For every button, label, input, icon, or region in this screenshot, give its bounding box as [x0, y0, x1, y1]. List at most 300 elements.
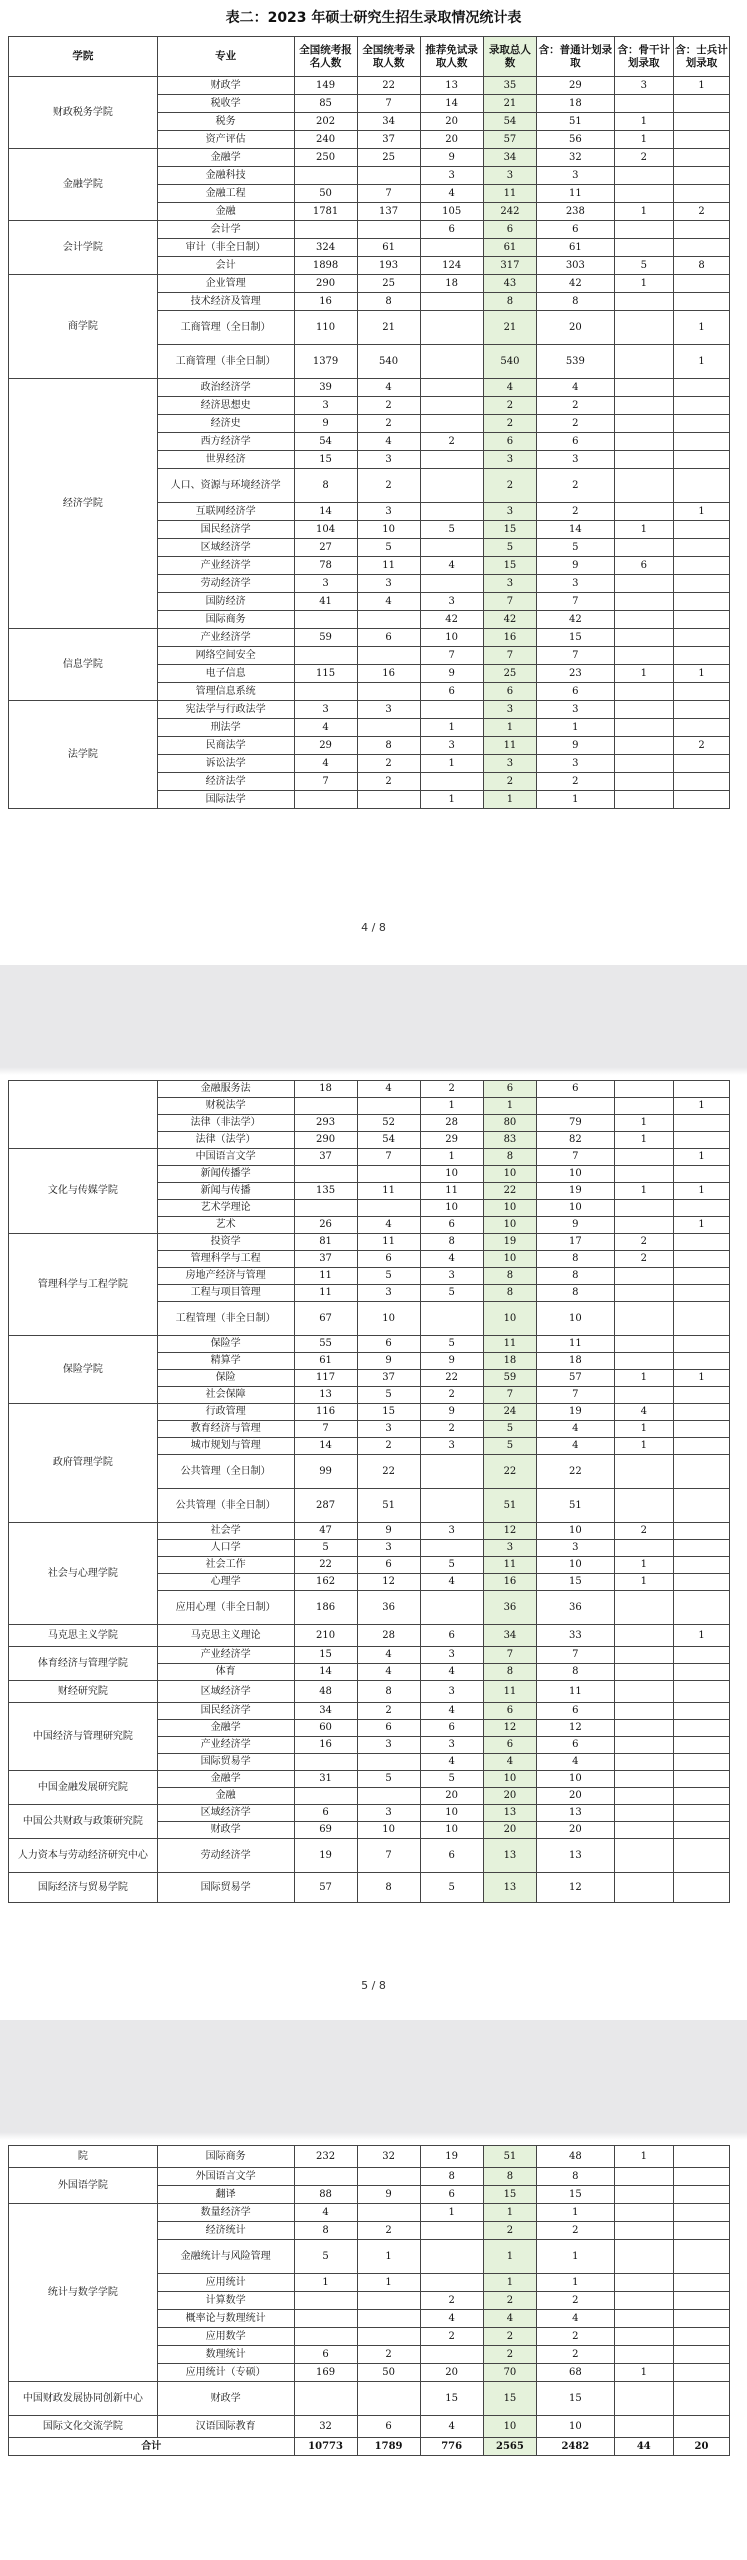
soldier-plan: [674, 1557, 730, 1574]
backbone-plan: [614, 1703, 673, 1720]
soldier-plan: [674, 433, 730, 451]
major-name: 应用心理（非全日制）: [157, 1591, 294, 1625]
exam-applicants: 8: [294, 469, 357, 503]
regular-plan: 9: [537, 1217, 614, 1234]
major-name: 产业经济学: [157, 557, 294, 575]
total-admitted: 24: [483, 1404, 537, 1421]
total-admitted: 10: [483, 1302, 537, 1336]
exempt-admitted: 19: [420, 2146, 483, 2168]
exam-admitted: 2: [357, 773, 420, 791]
exam-admitted: 3: [357, 503, 420, 521]
college-name: 马克思主义学院: [9, 1625, 158, 1647]
exam-admitted: 4: [357, 433, 420, 451]
exam-applicants: 13: [294, 1387, 357, 1404]
exam-admitted: 21: [357, 311, 420, 345]
exempt-admitted: 10: [420, 1805, 483, 1822]
regular-plan: 15: [537, 1574, 614, 1591]
backbone-plan: 1: [614, 131, 673, 149]
regular-plan: 7: [537, 1149, 614, 1166]
exam-applicants: 1898: [294, 257, 357, 275]
exempt-admitted: 20: [420, 1788, 483, 1805]
exempt-admitted: 18: [420, 275, 483, 293]
total-admitted: 59: [483, 1370, 537, 1387]
backbone-plan: [614, 1387, 673, 1404]
soldier-plan: [674, 791, 730, 809]
exam-applicants: 115: [294, 665, 357, 683]
backbone-plan: 1: [614, 1370, 673, 1387]
total-admitted: 1: [483, 2240, 537, 2274]
exempt-admitted: 3: [420, 1737, 483, 1754]
total-admitted: 6: [483, 1081, 537, 1098]
major-name: 房地产经济与管理: [157, 1268, 294, 1285]
backbone-plan: 4: [614, 1404, 673, 1421]
backbone-plan: 1: [614, 1421, 673, 1438]
exam-applicants: [294, 167, 357, 185]
total-label: 合计: [9, 2438, 295, 2456]
backbone-plan: [614, 737, 673, 755]
exam-applicants: 104: [294, 521, 357, 539]
exam-admitted: 11: [357, 557, 420, 575]
college-name: 统计与数学学院: [9, 2204, 158, 2382]
exempt-admitted: 10: [420, 1200, 483, 1217]
soldier-plan: [674, 469, 730, 503]
exempt-admitted: 3: [420, 737, 483, 755]
exam-admitted: 16: [357, 665, 420, 683]
exam-admitted: 6: [357, 2416, 420, 2438]
exam-applicants: 22: [294, 1557, 357, 1574]
college-name: 财经研究院: [9, 1681, 158, 1703]
exam-applicants: 9: [294, 415, 357, 433]
exempt-admitted: 6: [420, 1625, 483, 1647]
backbone-plan: [614, 1336, 673, 1353]
exam-admitted: 1: [357, 2240, 420, 2274]
exempt-admitted: 1: [420, 791, 483, 809]
major-name: 国防经济: [157, 593, 294, 611]
exempt-admitted: 4: [420, 2310, 483, 2328]
soldier-plan: [674, 1574, 730, 1591]
total-admitted: 42: [483, 611, 537, 629]
backbone-plan: [614, 469, 673, 503]
soldier-plan: [674, 1455, 730, 1489]
soldier-plan: 1: [674, 311, 730, 345]
table-row: [9, 2382, 730, 2416]
exempt-admitted: 10: [420, 1166, 483, 1183]
soldier-plan: [674, 1200, 730, 1217]
soldier-plan: [674, 167, 730, 185]
major-name: 翻译: [157, 2186, 294, 2204]
total-admitted: 36: [483, 1591, 537, 1625]
exempt-admitted: [420, 1455, 483, 1489]
total-admitted: 16: [483, 1574, 537, 1591]
enrollment-table: [8, 2145, 730, 2456]
exam-applicants: 1: [294, 2274, 357, 2292]
total-admitted: 1: [483, 719, 537, 737]
regular-plan: 20: [537, 1822, 614, 1839]
exam-applicants: 3: [294, 397, 357, 415]
total-admitted: 8: [483, 1285, 537, 1302]
exempt-admitted: [420, 1302, 483, 1336]
backbone-plan: [614, 629, 673, 647]
exam-admitted: [357, 791, 420, 809]
total-admitted: 13: [483, 1839, 537, 1873]
major-name: 概率论与数理统计: [157, 2310, 294, 2328]
total-admitted: 1: [483, 2204, 537, 2222]
regular-plan: 61: [537, 239, 614, 257]
exam-applicants: 15: [294, 1647, 357, 1664]
exam-admitted: [357, 683, 420, 701]
regular-plan: 1: [537, 2204, 614, 2222]
major-name: 会计: [157, 257, 294, 275]
backbone-plan: 1: [614, 2146, 673, 2168]
exam-applicants: [294, 1200, 357, 1217]
column-header: 推荐免试录取人数: [420, 37, 483, 77]
backbone-plan: [614, 2328, 673, 2346]
regular-plan: 2: [537, 2222, 614, 2240]
exam-admitted: [357, 2168, 420, 2186]
total-admitted: 6: [483, 1703, 537, 1720]
major-name: 刑法学: [157, 719, 294, 737]
soldier-plan: [674, 1540, 730, 1557]
total-admitted: 13: [483, 1873, 537, 1903]
soldier-plan: [674, 221, 730, 239]
major-name: 西方经济学: [157, 433, 294, 451]
soldier-plan: 1: [674, 1183, 730, 1200]
major-name: 区域经济学: [157, 1805, 294, 1822]
exempt-admitted: 2: [420, 1387, 483, 1404]
exam-admitted: 193: [357, 257, 420, 275]
exam-admitted: 2: [357, 2346, 420, 2364]
exempt-admitted: 10: [420, 1822, 483, 1839]
backbone-plan: [614, 1217, 673, 1234]
exam-admitted: 8: [357, 1681, 420, 1703]
college-name: 中国金融发展研究院: [9, 1771, 158, 1805]
backbone-plan: [614, 755, 673, 773]
exam-admitted: 2: [357, 397, 420, 415]
backbone-plan: [614, 1285, 673, 1302]
total-admitted: 15: [483, 557, 537, 575]
major-name: 国民经济学: [157, 1703, 294, 1720]
major-name: 国际商务: [157, 2146, 294, 2168]
total-admitted: 3: [483, 575, 537, 593]
exam-admitted: 3: [357, 1805, 420, 1822]
backbone-plan: 2: [614, 1523, 673, 1540]
backbone-plan: [614, 1268, 673, 1285]
exam-admitted: 36: [357, 1591, 420, 1625]
backbone-plan: [614, 503, 673, 521]
exam-admitted: 37: [357, 1370, 420, 1387]
total-admitted: 6: [483, 683, 537, 701]
major-name: 艺术学理论: [157, 1200, 294, 1217]
regular-plan: 3: [537, 575, 614, 593]
college-name: 文化与传媒学院: [9, 1149, 158, 1234]
exempt-admitted: 5: [420, 1873, 483, 1903]
exam-applicants: 15: [294, 451, 357, 469]
soldier-plan: [674, 1115, 730, 1132]
exam-applicants: 290: [294, 275, 357, 293]
exempt-admitted: 6: [420, 1839, 483, 1873]
exempt-admitted: 3: [420, 1268, 483, 1285]
regular-plan: 42: [537, 275, 614, 293]
backbone-plan: [614, 1647, 673, 1664]
exam-applicants: 1781: [294, 203, 357, 221]
exam-applicants: 4: [294, 755, 357, 773]
total-admitted: 10: [483, 1200, 537, 1217]
exempt-admitted: 42: [420, 611, 483, 629]
exam-admitted: 5: [357, 539, 420, 557]
exam-admitted: 7: [357, 185, 420, 203]
exam-admitted: 3: [357, 451, 420, 469]
exam-admitted: 10: [357, 521, 420, 539]
major-name: 体育: [157, 1664, 294, 1681]
regular-plan: 7: [537, 1387, 614, 1404]
major-name: 外国语言文学: [157, 2168, 294, 2186]
exam-applicants: 39: [294, 379, 357, 397]
total-admitted: 10: [483, 2416, 537, 2438]
table-row: [9, 275, 730, 293]
exempt-admitted: 8: [420, 2168, 483, 2186]
major-name: 公共管理（非全日制）: [157, 1489, 294, 1523]
enrollment-table-page-4: [8, 36, 730, 809]
soldier-plan: [674, 2222, 730, 2240]
exempt-admitted: [420, 2346, 483, 2364]
exam-admitted: 5: [357, 1771, 420, 1788]
exam-admitted: 7: [357, 1149, 420, 1166]
column-header: 含：普通计划录取: [537, 37, 614, 77]
backbone-plan: [614, 1591, 673, 1625]
soldier-plan: [674, 2168, 730, 2186]
soldier-plan: [674, 539, 730, 557]
major-name: 国际法学: [157, 791, 294, 809]
major-name: 法律（非法学）: [157, 1115, 294, 1132]
total-admitted: 7: [483, 1387, 537, 1404]
page-number: 5 / 8: [361, 1979, 386, 1992]
exam-admitted: 9: [357, 1353, 420, 1370]
exam-admitted: 4: [357, 1647, 420, 1664]
exam-admitted: [357, 1754, 420, 1771]
backbone-plan: [614, 1822, 673, 1839]
backbone-plan: [614, 1754, 673, 1771]
regular-plan: 8: [537, 293, 614, 311]
backbone-plan: [614, 1664, 673, 1681]
total-admitted: 7: [483, 1647, 537, 1664]
exam-applicants: 47: [294, 1523, 357, 1540]
exempt-admitted: 20: [420, 131, 483, 149]
backbone-plan: [614, 239, 673, 257]
backbone-plan: [614, 2346, 673, 2364]
soldier-plan: [674, 1234, 730, 1251]
exempt-admitted: 5: [420, 1336, 483, 1353]
backbone-plan: [614, 1149, 673, 1166]
exempt-admitted: 5: [420, 1771, 483, 1788]
major-name: 新闻传播学: [157, 1166, 294, 1183]
total-admitted: 10: [483, 1217, 537, 1234]
exam-admitted: 5: [357, 1387, 420, 1404]
regular-plan: 1: [537, 719, 614, 737]
exam-admitted: [357, 1098, 420, 1115]
exam-admitted: 22: [357, 1455, 420, 1489]
backbone-plan: [614, 2292, 673, 2310]
exam-applicants: 162: [294, 1574, 357, 1591]
exam-applicants: 3: [294, 575, 357, 593]
backbone-plan: [614, 773, 673, 791]
total-admitted: 12: [483, 1523, 537, 1540]
regular-plan: 13: [537, 1839, 614, 1873]
total-value: 776: [420, 2438, 483, 2456]
exam-admitted: 3: [357, 1421, 420, 1438]
backbone-plan: 1: [614, 521, 673, 539]
exam-admitted: [357, 611, 420, 629]
major-name: 数理统计: [157, 2346, 294, 2364]
major-name: 工商管理（非全日制）: [157, 345, 294, 379]
major-name: 互联网经济学: [157, 503, 294, 521]
exempt-admitted: [420, 239, 483, 257]
exam-admitted: 10: [357, 1302, 420, 1336]
major-name: 社会保障: [157, 1387, 294, 1404]
backbone-plan: [614, 2310, 673, 2328]
exam-admitted: [357, 1166, 420, 1183]
regular-plan: 15: [537, 629, 614, 647]
soldier-plan: [674, 1387, 730, 1404]
total-admitted: 1: [483, 791, 537, 809]
total-admitted: 4: [483, 1754, 537, 1771]
regular-plan: 79: [537, 1115, 614, 1132]
major-name: 计算数学: [157, 2292, 294, 2310]
backbone-plan: 1: [614, 665, 673, 683]
exam-applicants: 250: [294, 149, 357, 167]
regular-plan: 68: [537, 2364, 614, 2382]
column-header: 全国统考录取人数: [357, 37, 420, 77]
regular-plan: 6: [537, 1081, 614, 1098]
college-name: 国际文化交流学院: [9, 2416, 158, 2438]
soldier-plan: [674, 1081, 730, 1098]
college-name: 中国经济与管理研究院: [9, 1703, 158, 1771]
regular-plan: 2: [537, 415, 614, 433]
total-admitted: 5: [483, 1438, 537, 1455]
exam-applicants: [294, 2168, 357, 2186]
regular-plan: 11: [537, 185, 614, 203]
soldier-plan: [674, 239, 730, 257]
regular-plan: 5: [537, 539, 614, 557]
exempt-admitted: [420, 293, 483, 311]
table-row: [9, 1873, 730, 1903]
exam-admitted: [357, 719, 420, 737]
soldier-plan: [674, 1754, 730, 1771]
exam-applicants: 6: [294, 1805, 357, 1822]
total-admitted: 6: [483, 221, 537, 239]
backbone-plan: 6: [614, 557, 673, 575]
total-admitted: 6: [483, 433, 537, 451]
regular-plan: 15: [537, 2186, 614, 2204]
total-admitted: 34: [483, 1625, 537, 1647]
soldier-plan: [674, 451, 730, 469]
soldier-plan: [674, 1647, 730, 1664]
exam-admitted: 7: [357, 1839, 420, 1873]
soldier-plan: [674, 1720, 730, 1737]
exam-admitted: 1: [357, 2274, 420, 2292]
regular-plan: 51: [537, 1489, 614, 1523]
major-name: 宪法学与行政法学: [157, 701, 294, 719]
exam-applicants: [294, 647, 357, 665]
exempt-admitted: 6: [420, 221, 483, 239]
major-name: 行政管理: [157, 1404, 294, 1421]
college-name: 院: [9, 2146, 158, 2168]
major-name: 金融科技: [157, 167, 294, 185]
exam-applicants: [294, 791, 357, 809]
college-name: 中国财政发展协同创新中心: [9, 2382, 158, 2416]
regular-plan: 6: [537, 433, 614, 451]
enrollment-table: [8, 1080, 730, 1903]
regular-plan: 12: [537, 1720, 614, 1737]
exam-applicants: 37: [294, 1251, 357, 1268]
exam-admitted: 52: [357, 1115, 420, 1132]
major-name: 金融: [157, 1788, 294, 1805]
backbone-plan: [614, 1081, 673, 1098]
exempt-admitted: 5: [420, 521, 483, 539]
major-name: 诉讼法学: [157, 755, 294, 773]
soldier-plan: [674, 293, 730, 311]
major-name: 电子信息: [157, 665, 294, 683]
exam-admitted: [357, 2310, 420, 2328]
exam-applicants: 41: [294, 593, 357, 611]
exempt-admitted: [420, 701, 483, 719]
total-admitted: 15: [483, 2382, 537, 2416]
page-gap: [0, 965, 747, 1075]
total-admitted: 1: [483, 2274, 537, 2292]
regular-plan: 4: [537, 1754, 614, 1771]
regular-plan: 7: [537, 647, 614, 665]
soldier-plan: [674, 773, 730, 791]
regular-plan: 15: [537, 2382, 614, 2416]
backbone-plan: [614, 1098, 673, 1115]
exam-applicants: 48: [294, 1681, 357, 1703]
soldier-plan: 1: [674, 1149, 730, 1166]
exam-applicants: [294, 611, 357, 629]
exam-applicants: 61: [294, 1353, 357, 1370]
table-row: [9, 1625, 730, 1647]
regular-plan: 1: [537, 2240, 614, 2274]
major-name: 资产评估: [157, 131, 294, 149]
exam-applicants: 55: [294, 1336, 357, 1353]
major-name: 投资学: [157, 1234, 294, 1251]
exam-admitted: 2: [357, 415, 420, 433]
soldier-plan: [674, 629, 730, 647]
college-name: 体育经济与管理学院: [9, 1647, 158, 1681]
backbone-plan: 2: [614, 1251, 673, 1268]
backbone-plan: [614, 719, 673, 737]
exempt-admitted: [420, 379, 483, 397]
soldier-plan: [674, 1421, 730, 1438]
total-admitted: 2: [483, 2328, 537, 2346]
total-admitted: 15: [483, 521, 537, 539]
backbone-plan: 3: [614, 77, 673, 95]
major-name: 金融学: [157, 1720, 294, 1737]
exam-admitted: 4: [357, 1081, 420, 1098]
exam-applicants: 110: [294, 311, 357, 345]
exam-admitted: 32: [357, 2146, 420, 2168]
regular-plan: 4: [537, 1421, 614, 1438]
exempt-admitted: 3: [420, 167, 483, 185]
exam-admitted: 50: [357, 2364, 420, 2382]
table-row: [9, 1647, 730, 1664]
soldier-plan: [674, 95, 730, 113]
total-admitted: 83: [483, 1132, 537, 1149]
exempt-admitted: 11: [420, 1183, 483, 1200]
major-name: 应用统计（专硕）: [157, 2364, 294, 2382]
exam-applicants: [294, 221, 357, 239]
major-name: 经济统计: [157, 2222, 294, 2240]
regular-plan: 7: [537, 593, 614, 611]
major-name: 民商法学: [157, 737, 294, 755]
